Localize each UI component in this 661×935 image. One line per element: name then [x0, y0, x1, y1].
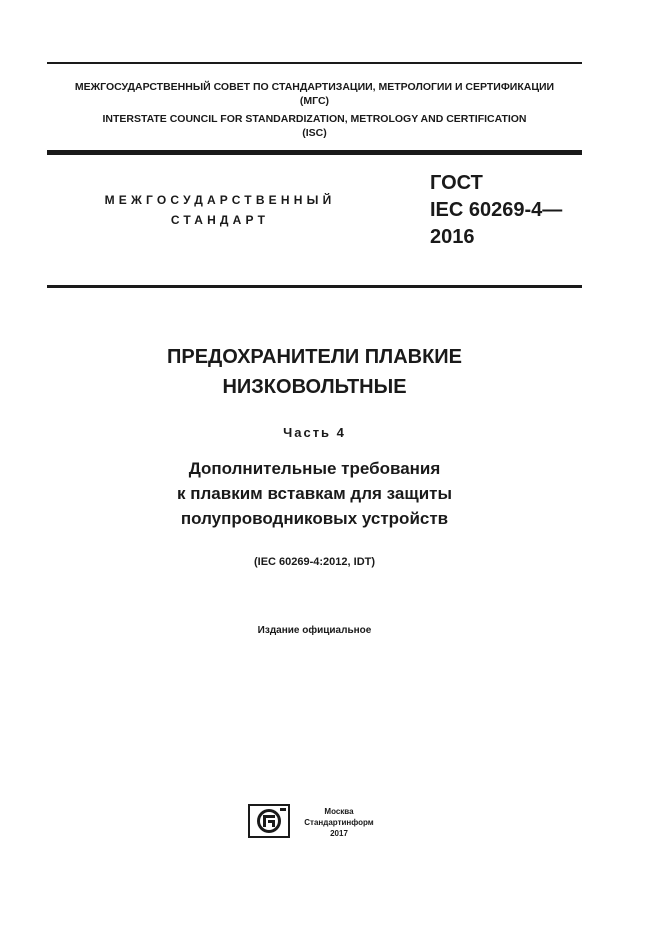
- council-en-name: INTERSTATE COUNCIL FOR STANDARDIZATION, METROLOGY AND CERTIFICATION: [102, 113, 527, 125]
- designation-line2: IEC 60269-4—: [430, 199, 563, 221]
- designation-line1: ГОСТ: [430, 172, 483, 194]
- publisher-year: 2017: [330, 829, 348, 838]
- middle-rule: [47, 285, 582, 288]
- edition-note: Издание официальное: [257, 625, 372, 636]
- publisher-name: Стандартинформ: [304, 818, 374, 827]
- international-reference: (IEC 60269-4:2012, IDT): [253, 556, 376, 568]
- top-rule-thin: [47, 62, 582, 64]
- council-en-abbr: (ISC): [302, 127, 327, 139]
- council-ru-name: МЕЖГОСУДАРСТВЕННЫЙ СОВЕТ ПО СТАНДАРТИЗАЦИИ, МЕТРОЛОГИИ И СЕРТИФИКАЦИИ: [74, 81, 555, 93]
- title-line2: НИЗКОВОЛЬТНЫЕ: [222, 376, 407, 398]
- designation-line3: 2016: [430, 226, 475, 248]
- part-number: Часть 4: [283, 425, 346, 440]
- top-rule-thick: [47, 150, 582, 155]
- council-ru-abbr: (МГС): [299, 95, 330, 107]
- subtitle-line1: Дополнительные требования: [188, 459, 441, 478]
- title-line1: ПРЕДОХРАНИТЕЛИ ПЛАВКИЕ: [166, 346, 463, 368]
- publisher-city: Москва: [324, 807, 354, 816]
- standartinform-logo-icon: [248, 804, 290, 838]
- standard-type-line1: МЕЖГОСУДАРСТВЕННЫЙ: [104, 193, 336, 207]
- publisher-block: [293, 806, 385, 839]
- subtitle-line3: полупроводниковых устройств: [180, 509, 449, 528]
- subtitle-line2: к плавким вставкам для защиты: [177, 484, 452, 503]
- standard-designation: [430, 170, 562, 251]
- standard-type-line2: СТАНДАРТ: [170, 213, 270, 227]
